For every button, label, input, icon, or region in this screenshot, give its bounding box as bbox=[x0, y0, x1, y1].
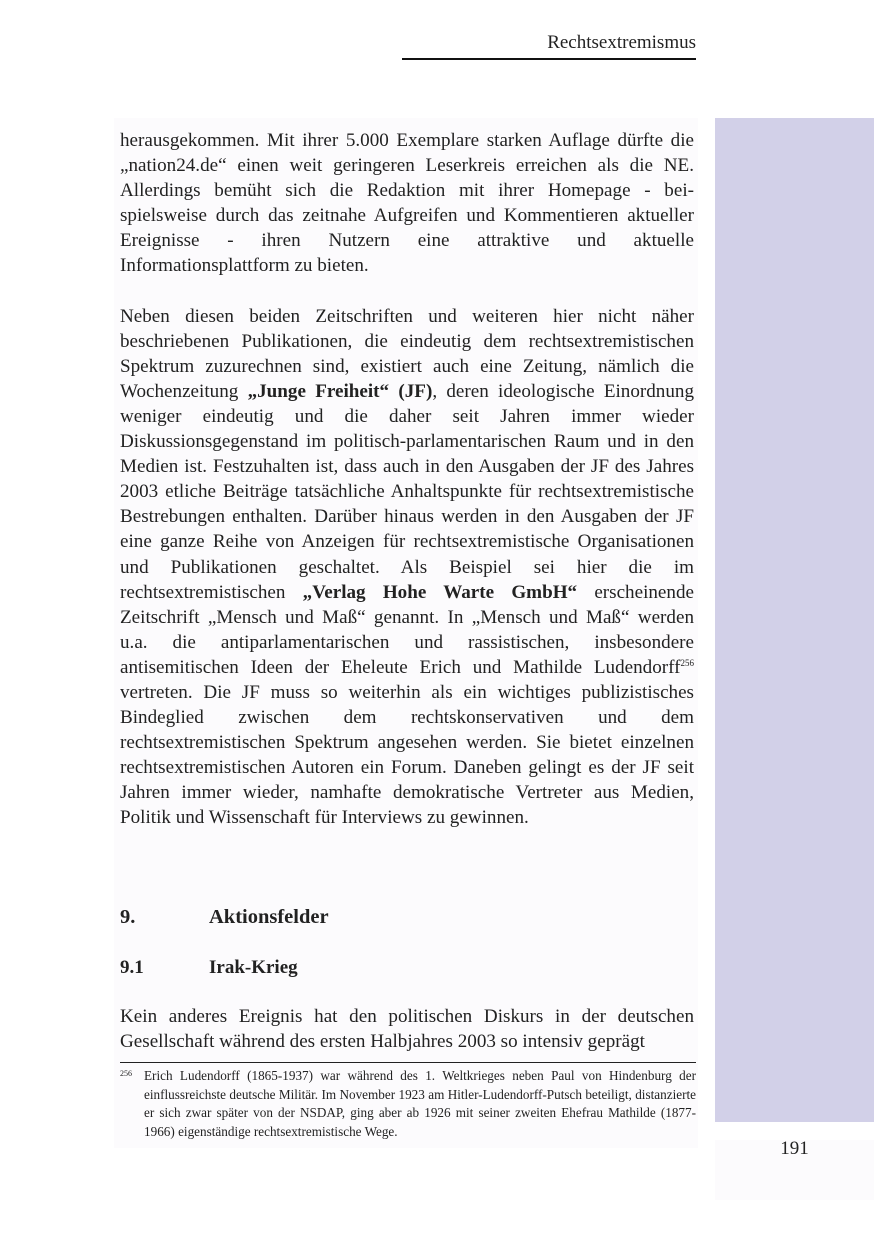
section-heading-9 bbox=[120, 903, 329, 931]
page-number: 191 bbox=[780, 1138, 809, 1159]
sidebar-margin-band bbox=[715, 118, 874, 1122]
footnote-reference[interactable]: 256 bbox=[680, 657, 694, 668]
footnote-256 bbox=[120, 1067, 696, 1141]
footnote-divider bbox=[120, 1062, 696, 1063]
bold-junge-freiheit: „Junge Freiheit“ (JF) bbox=[247, 380, 433, 402]
paragraph-irak-krieg: Kein anderes Ereignis hat den politischen Diskurs in der deutschen Gesellschaft während des ersten Halbjahres 2003 so intensiv geprägt bbox=[120, 1006, 694, 1053]
subsection-number: 9.1 bbox=[120, 957, 144, 978]
text-span: Neben diesen beiden Zeitschriften und weiteren hier nicht näher beschriebenen Publikationen, die eindeutig dem rechtsextremistischen Spektrum zuzurechnen sind, existiert auch eine Zeitung, nämlich die Wochenzeitung bbox=[120, 305, 694, 402]
text-span: vertreten. Die JF muss so weiterhin als ein wichtiges publizistisches Bindeglied zwischen dem rechtskonservativen und dem rechtsextremistischen Spektrum angesehen werden. Sie bietet einzelnen rechtsextremistischen Autoren ein Forum. Daneben gelingt es der JF seit Jahren immer wieder, namhafte demokratische Vertreter aus Medien, Politik und Wissenschaft für Interviews zu gewinnen. bbox=[120, 681, 694, 829]
text-span: erscheinende Zeitschrift „Mensch und Maß“ genannt. In „Mensch und Maß“ werden u.a. die antiparlamentarischen und rassistischen, insbesondere antisemitischen Ideen der Eheleute Erich und Mathilde Ludendorff bbox=[120, 581, 694, 678]
subsection-heading-9-1 bbox=[120, 955, 298, 981]
body-text bbox=[120, 128, 694, 831]
paragraph-nation24: herausgekommen. Mit ihrer 5.000 Exemplare starken Auflage dürfte die „nation24.de“ einen weit geringeren Leserkreis erreichen als die NE. Allerdings bemüht sich die Redaktion mit ihrer Homepage - beispielsweise durch das zeitnahe Aufgreifen und Kommentieren aktueller Ereignisse - ihren Nutzern eine attraktive und aktuelle Informationsplattform zu bieten. bbox=[120, 130, 694, 277]
bold-verlag-hohe-warte: „Verlag Hohe Warte GmbH“ bbox=[302, 581, 578, 603]
subsection-title: Irak-Krieg bbox=[209, 957, 298, 978]
footnote-text: Erich Ludendorff (1865-1937) war während des 1. Weltkrieges neben Paul von Hindenburg der einflussreichste deutsche Militär. Im November 1923 am Hitler-Ludendorff-Putsch beteiligt, distanzierte er sich zwar später von der NSDAP, ging aber ab 1926 mit seiner zweiten Ehefrau Mathilde (1877-1966) eigenständige rechtsextremistische Wege. bbox=[144, 1068, 696, 1139]
paragraph-junge-freiheit bbox=[120, 304, 694, 831]
running-header: Rechtsextremismus bbox=[402, 30, 696, 60]
footnote-number: 256 bbox=[120, 1069, 132, 1078]
text-span: , deren ideologische Einordnung weniger eindeutig und die daher seit Jahren immer wieder Diskussionsgegenstand im politisch-parlamentarischen Raum und in den Medien ist. Festzuhalten ist, dass auch in den Ausgaben der JF des Jahres 2003 etliche Beiträge tatsächliche Anhaltspunkte für rechtsextremistische Bestrebungen enthalten. Darüber hinaus werden in den Ausgaben der JF eine ganze Reihe von Anzeigen für rechtsextremistische Organisationen und Publikationen geschaltet. Als Beispiel sei hier die im rechtsextremistischen bbox=[120, 380, 694, 603]
section-title: Aktionsfelder bbox=[209, 906, 329, 928]
section-number: 9. bbox=[120, 906, 136, 928]
